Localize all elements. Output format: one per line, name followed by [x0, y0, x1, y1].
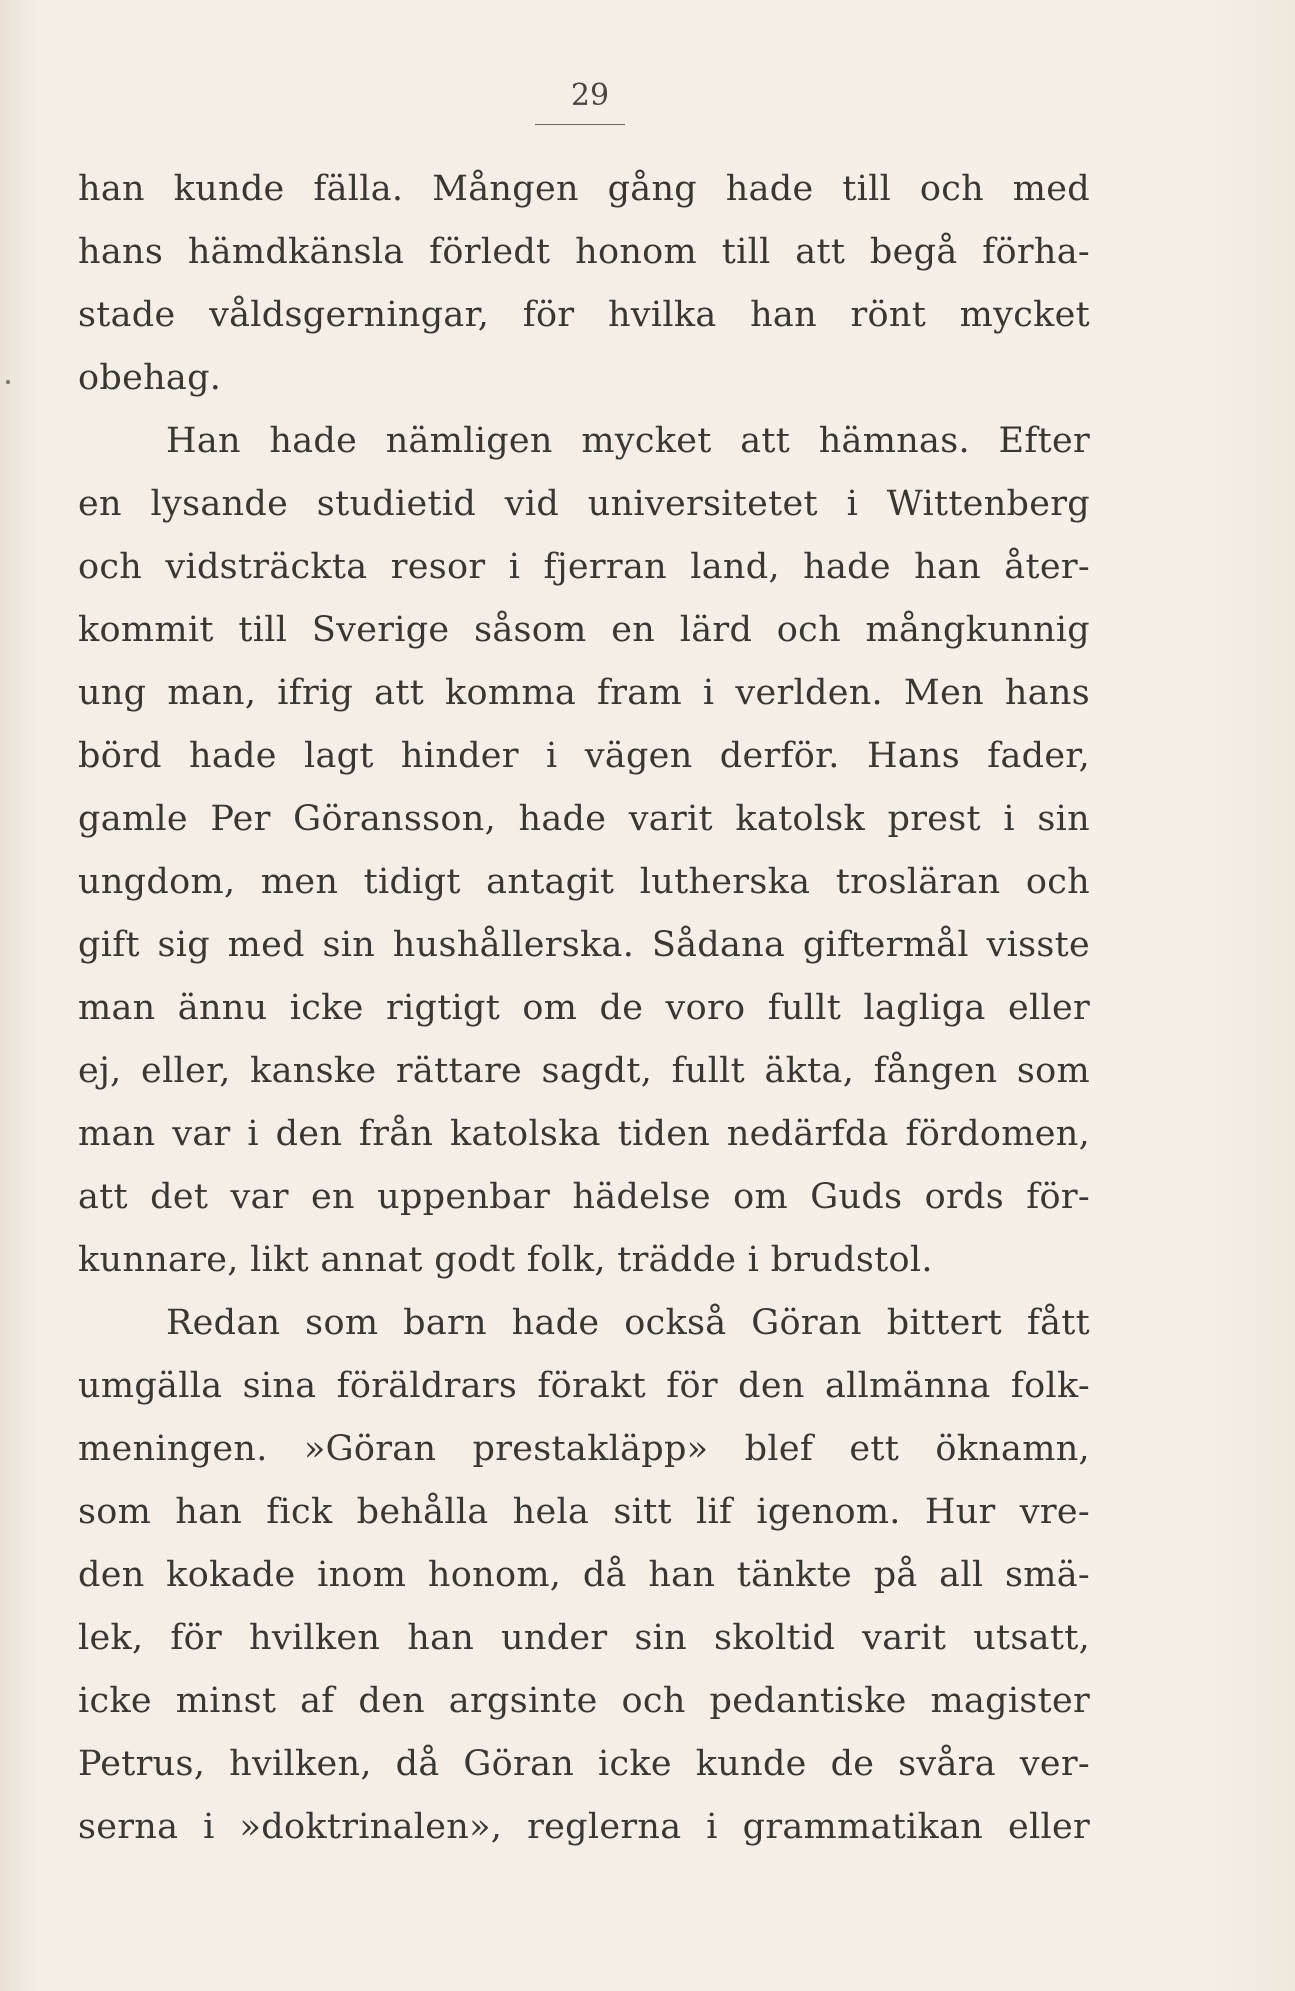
- margin-speck: [6, 380, 10, 384]
- text-line: lek, för hvilken han under sin skoltid varit utsatt,: [78, 1618, 1090, 1658]
- text-line: börd hade lagt hinder i vägen derför. Hans fader,: [78, 736, 1090, 776]
- text-line: kommit till Sverige såsom en lärd och mångkunnig: [78, 610, 1090, 650]
- text-line: meningen. »Göran prestakläpp» blef ett öknamn,: [78, 1429, 1090, 1469]
- text-line: kunnare, likt annat godt folk, trädde i brudstol.: [78, 1240, 933, 1280]
- text-line: ung man, ifrig att komma fram i verlden. Men hans: [78, 673, 1090, 713]
- text-line: han kunde fälla. Mången gång hade till och med: [78, 169, 1090, 209]
- text-line: man var i den från katolska tiden nedärfda fördomen,: [78, 1114, 1090, 1154]
- text-line: man ännu icke rigtigt om de voro fullt lagliga eller: [78, 988, 1090, 1028]
- text-line: Redan som barn hade också Göran bittert fått: [166, 1303, 1090, 1343]
- text-line: serna i »doktrinalen», reglerna i grammatikan eller: [78, 1807, 1090, 1847]
- text-line: Petrus, hvilken, då Göran icke kunde de svåra ver-: [78, 1744, 1090, 1784]
- text-line: icke minst af den argsinte och pedantiske magister: [78, 1681, 1090, 1721]
- text-line: ej, eller, kanske rättare sagdt, fullt äkta, fången som: [78, 1051, 1090, 1091]
- text-line: hans hämdkänsla förledt honom till att begå förha-: [78, 232, 1090, 272]
- text-line: gamle Per Göransson, hade varit katolsk prest i sin: [78, 799, 1090, 839]
- text-line: obehag.: [78, 358, 222, 398]
- text-line: ungdom, men tidigt antagit lutherska trosläran och: [78, 862, 1090, 902]
- text-line: en lysande studietid vid universitetet i Wittenberg: [78, 484, 1090, 524]
- text-line: som han fick behålla hela sitt lif igenom. Hur vre-: [78, 1492, 1090, 1532]
- text-line: stade våldsgerningar, för hvilka han rönt mycket: [78, 295, 1090, 335]
- text-line: och vidsträckta resor i fjerran land, hade han åter-: [78, 547, 1090, 587]
- text-line: den kokade inom honom, då han tänkte på all smä-: [78, 1555, 1090, 1595]
- page-number-rule: [535, 124, 625, 125]
- text-line: umgälla sina föräldrars förakt för den allmänna folk-: [78, 1366, 1090, 1406]
- text-line: att det var en uppenbar hädelse om Guds ords för-: [78, 1177, 1090, 1217]
- body-text: [78, 158, 1090, 1859]
- page-number: 29: [570, 78, 610, 113]
- text-line: gift sig med sin hushållerska. Sådana giftermål visste: [78, 925, 1090, 965]
- text-line: Han hade nämligen mycket att hämnas. Efter: [166, 421, 1090, 461]
